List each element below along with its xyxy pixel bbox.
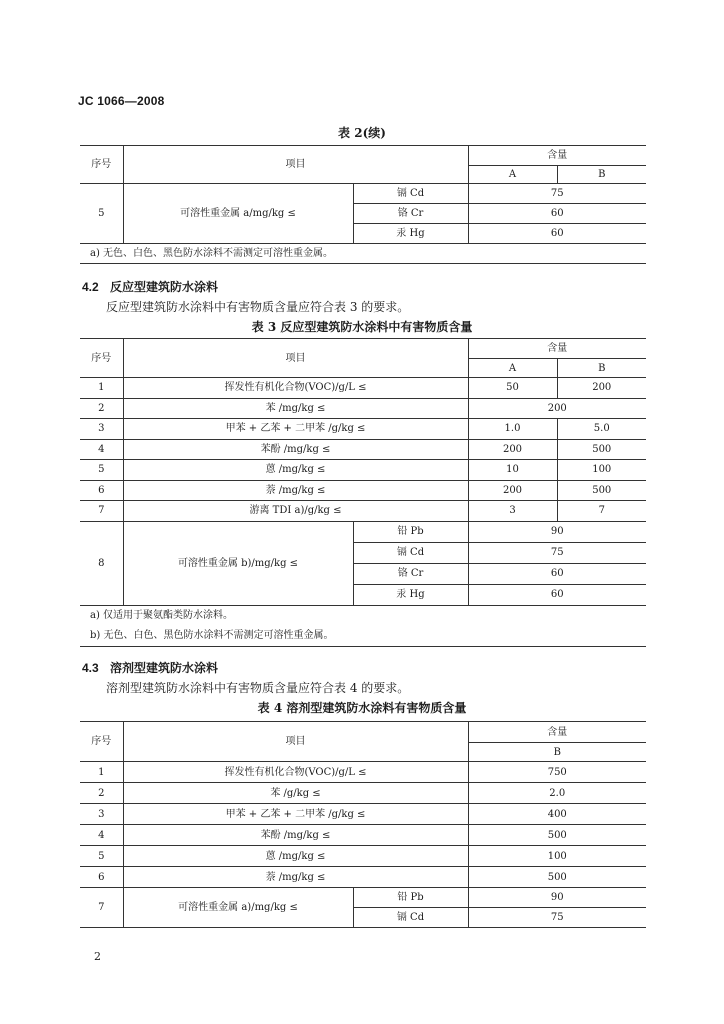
value-ab: 200 bbox=[468, 398, 646, 419]
col-header-item: 项目 bbox=[123, 339, 468, 378]
table3 bbox=[80, 338, 646, 647]
col-header-b: B bbox=[557, 166, 646, 184]
table4 bbox=[80, 721, 646, 928]
col-header-seq: 序号 bbox=[80, 146, 123, 184]
value-b: 500 bbox=[468, 825, 646, 846]
row-item: 苯 /mg/kg ≤ bbox=[123, 398, 468, 419]
table-row bbox=[80, 825, 646, 846]
row-seq: 4 bbox=[80, 825, 123, 846]
row-item: 可溶性重金属 a)/mg/kg ≤ bbox=[123, 888, 353, 928]
table-note: a) 仅适用于聚氨酯类防水涂料。 bbox=[90, 609, 234, 621]
row-seq: 1 bbox=[80, 378, 123, 399]
col-header-seq: 序号 bbox=[80, 722, 123, 762]
table-row bbox=[80, 867, 646, 888]
row-item: 苯酚 /mg/kg ≤ bbox=[123, 439, 468, 460]
col-header-a: A bbox=[468, 359, 557, 378]
value-a: 3 bbox=[468, 501, 557, 522]
metal-name: 铅 Pb bbox=[353, 521, 468, 542]
section-heading bbox=[82, 278, 218, 295]
row-seq: 7 bbox=[80, 501, 123, 522]
metal-value: 75 bbox=[468, 184, 646, 204]
section-number: 4.2 bbox=[82, 280, 99, 294]
value-a: 10 bbox=[468, 460, 557, 481]
metal-value: 60 bbox=[468, 584, 646, 605]
table-note: b) 无色、白色、黑色防水涂料不需测定可溶性重金属。 bbox=[90, 629, 334, 641]
value-b: 200 bbox=[557, 378, 646, 399]
col-header-content: 含量 bbox=[468, 722, 646, 743]
value-a: 50 bbox=[468, 378, 557, 399]
row-item: 游离 TDI a)/g/kg ≤ bbox=[123, 501, 468, 522]
row-seq: 5 bbox=[80, 184, 123, 244]
table2-caption: 表 2(续) bbox=[338, 126, 386, 140]
row-seq: 6 bbox=[80, 480, 123, 501]
table-row bbox=[80, 419, 646, 440]
table-row bbox=[80, 398, 646, 419]
col-header-b: B bbox=[557, 359, 646, 378]
value-b: 5.0 bbox=[557, 419, 646, 440]
section-paragraph: 溶剂型建筑防水涂料中有害物质含量应符合表 4 的要求。 bbox=[106, 681, 410, 695]
table-row bbox=[80, 762, 646, 783]
value-b: 400 bbox=[468, 804, 646, 825]
table-row bbox=[80, 439, 646, 460]
value-b: 500 bbox=[557, 439, 646, 460]
metal-name: 镉 Cd bbox=[353, 184, 468, 204]
section-paragraph: 反应型建筑防水涂料中有害物质含量应符合表 3 的要求。 bbox=[106, 300, 410, 314]
row-seq: 3 bbox=[80, 804, 123, 825]
row-item: 萘 /mg/kg ≤ bbox=[123, 867, 468, 888]
value-b: 750 bbox=[468, 762, 646, 783]
col-header-item: 项目 bbox=[123, 146, 468, 184]
metal-value: 75 bbox=[468, 908, 646, 928]
row-seq: 1 bbox=[80, 762, 123, 783]
value-a: 200 bbox=[468, 480, 557, 501]
page-number: 2 bbox=[94, 950, 101, 963]
row-item: 甲苯 + 乙苯 + 二甲苯 /g/kg ≤ bbox=[123, 804, 468, 825]
row-item: 蒽 /mg/kg ≤ bbox=[123, 460, 468, 481]
metal-value: 90 bbox=[468, 888, 646, 908]
value-b: 2.0 bbox=[468, 783, 646, 804]
value-b: 7 bbox=[557, 501, 646, 522]
col-header-content: 含量 bbox=[468, 339, 646, 359]
section-number: 4.3 bbox=[82, 661, 99, 675]
row-item: 可溶性重金属 a/mg/kg ≤ bbox=[123, 184, 353, 244]
value-b: 100 bbox=[468, 846, 646, 867]
row-item: 蒽 /mg/kg ≤ bbox=[123, 846, 468, 867]
table-row bbox=[80, 846, 646, 867]
row-item: 甲苯 + 乙苯 + 二甲苯 /g/kg ≤ bbox=[123, 419, 468, 440]
metal-name: 汞 Hg bbox=[353, 224, 468, 244]
row-seq: 6 bbox=[80, 867, 123, 888]
metal-name: 镉 Cd bbox=[353, 542, 468, 563]
table-note: a) 无色、白色、黑色防水涂料不需测定可溶性重金属。 bbox=[80, 244, 646, 264]
row-seq: 5 bbox=[80, 846, 123, 867]
col-header-item: 项目 bbox=[123, 722, 468, 762]
row-seq: 2 bbox=[80, 398, 123, 419]
section-title: 溶剂型建筑防水涂料 bbox=[110, 661, 219, 675]
row-seq: 5 bbox=[80, 460, 123, 481]
table2 bbox=[80, 145, 646, 264]
table-row bbox=[80, 783, 646, 804]
table-row bbox=[80, 460, 646, 481]
table3-caption: 表 3 反应型建筑防水涂料中有害物质含量 bbox=[251, 320, 473, 334]
col-header-b: B bbox=[468, 743, 646, 762]
metal-name: 铅 Pb bbox=[353, 888, 468, 908]
metal-value: 90 bbox=[468, 521, 646, 542]
metal-name: 镉 Cd bbox=[353, 908, 468, 928]
table-row bbox=[80, 501, 646, 522]
metal-name: 汞 Hg bbox=[353, 584, 468, 605]
value-a: 200 bbox=[468, 439, 557, 460]
row-item: 挥发性有机化合物(VOC)/g/L ≤ bbox=[123, 762, 468, 783]
metal-value: 60 bbox=[468, 224, 646, 244]
row-item: 萘 /mg/kg ≤ bbox=[123, 480, 468, 501]
value-a: 1.0 bbox=[468, 419, 557, 440]
document-id: JC 1066—2008 bbox=[78, 94, 165, 108]
row-item: 可溶性重金属 b)/mg/kg ≤ bbox=[123, 521, 353, 605]
table4-caption: 表 4 溶剂型建筑防水涂料有害物质含量 bbox=[257, 701, 467, 715]
row-seq: 3 bbox=[80, 419, 123, 440]
table-row bbox=[80, 480, 646, 501]
col-header-seq: 序号 bbox=[80, 339, 123, 378]
metal-name: 铬 Cr bbox=[353, 563, 468, 584]
metal-value: 75 bbox=[468, 542, 646, 563]
table-row bbox=[80, 378, 646, 399]
col-header-a: A bbox=[468, 166, 557, 184]
table-notes bbox=[80, 605, 646, 646]
row-item: 苯酚 /mg/kg ≤ bbox=[123, 825, 468, 846]
col-header-content: 含量 bbox=[468, 146, 646, 166]
row-seq: 8 bbox=[80, 521, 123, 605]
section-heading bbox=[82, 659, 218, 676]
metal-value: 60 bbox=[468, 204, 646, 224]
metal-name: 铬 Cr bbox=[353, 204, 468, 224]
row-seq: 7 bbox=[80, 888, 123, 928]
row-item: 苯 /g/kg ≤ bbox=[123, 783, 468, 804]
row-seq: 4 bbox=[80, 439, 123, 460]
value-b: 500 bbox=[468, 867, 646, 888]
value-b: 500 bbox=[557, 480, 646, 501]
row-seq: 2 bbox=[80, 783, 123, 804]
metal-value: 60 bbox=[468, 563, 646, 584]
table-row bbox=[80, 804, 646, 825]
section-title: 反应型建筑防水涂料 bbox=[110, 280, 219, 294]
value-b: 100 bbox=[557, 460, 646, 481]
row-item: 挥发性有机化合物(VOC)/g/L ≤ bbox=[123, 378, 468, 399]
